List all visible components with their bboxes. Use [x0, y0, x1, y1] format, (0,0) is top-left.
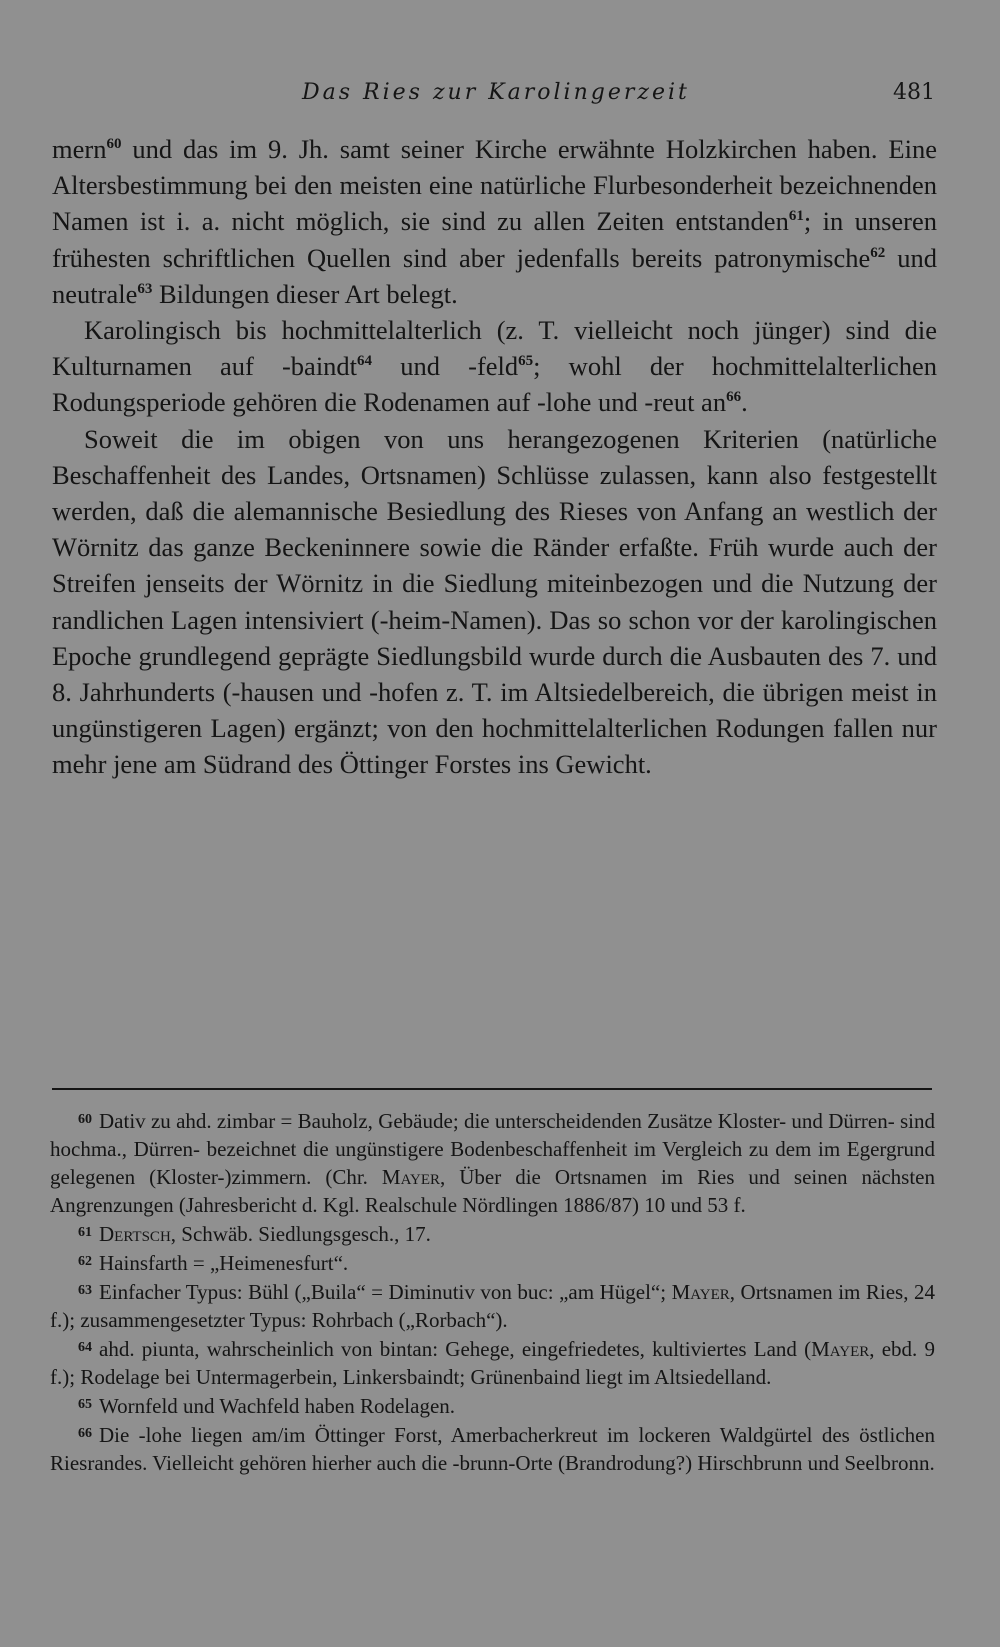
footnote-62 — [50, 1248, 935, 1277]
author-name: Mayer — [811, 1337, 870, 1361]
footnote-ref-66[interactable]: 66 — [726, 389, 742, 406]
author-name: Dertsch — [99, 1222, 171, 1246]
running-header — [50, 80, 935, 112]
footnote-ref-64[interactable]: 64 — [357, 353, 373, 370]
running-title: Das Ries zur Karolingerzeit — [302, 80, 690, 105]
footnote-ref-63[interactable]: 63 — [137, 280, 153, 297]
footnote-ref-60[interactable]: 60 — [106, 136, 122, 152]
footnote-text: Einfacher Typus: Bühl („Buila“ = Diminutiv von buc: „am Hügel“; — [99, 1280, 672, 1304]
footnote-number: 63 — [78, 1283, 92, 1298]
footnote-ref-62[interactable]: 62 — [870, 244, 886, 261]
footnote-65 — [50, 1391, 935, 1420]
footnote-text: , ebd. 9 f.); Rodelage bei Untermagerbein, Linkersbaindt; Grünenbaind liegt im Altsiedelland. — [50, 1337, 935, 1389]
author-name: Mayer — [381, 1165, 441, 1189]
paragraph: Soweit die im obigen von uns herangezogenen Kriterien (natürliche Beschaffenheit des Landes, Ortsnamen) Schlüsse zulassen, kann also festgestellt werden, daß die alemannische Besiedlung des Rieses von Anfang an westlich der Wörnitz das ganze Beckeninnere sowie die Ränder erfaßte. Früh wurde auch der Streifen jenseits der Wörnitz in die Siedlung miteinbezogen und die Nutzung der randlichen Lagen intensiviert (-heim-Namen). Das so schon vor der karolingischen Epoche grundlegend geprägte Siedlungsbild wurde durch die Ausbauten des 7. und 8. Jahrhunderts (-hausen und -hofen z. T. im Altsiedelbereich, die übrigen meist in ungünstigeren Lagen) ergänzt; von den hochmittelalterlichen Rodungen fallen nur mehr jene am Südrand des Öttinger Forstes ins Gewicht. — [52, 423, 937, 780]
page-number: 481 — [893, 80, 935, 105]
footnote-number: 66 — [78, 1426, 92, 1441]
footnote-text: Die -lohe liegen am/im Öttinger Forst, Amerbacherkreut im lockeren Waldgürtel des östlichen Riesrandes. Vielleicht gehören hierher auch die -brunn-Orte (Brandrodung?) Hirschbrunn und Seelbronn. — [50, 1423, 935, 1475]
footnote-66 — [50, 1420, 935, 1477]
footnote-number: 62 — [78, 1254, 92, 1269]
footnote-64 — [50, 1334, 935, 1391]
footnote-ref-61[interactable]: 61 — [788, 208, 804, 225]
footnote-separator — [52, 1088, 932, 1090]
text-run: . — [741, 387, 748, 418]
footnote-text: , Über die Ortsnamen im Ries und seinen nächsten Angrenzungen (Jahresbericht d. Kgl. Realschule Nördlingen 1886/87) 10 und 53 f. — [50, 1165, 935, 1217]
footnote-text: ahd. piunta, wahrscheinlich von bintan: Gehege, eingefriedetes, kultiviertes Land ( — [99, 1337, 812, 1361]
footnote-63 — [50, 1277, 935, 1334]
footnote-text: Dativ zu ahd. zimbar = Bauholz, Gebäude; die unterscheidenden Zusätze Kloster- und Dürren- sind hochma., Dürren- bezeichnet die ungünstigere Bodenbeschaffenheit im Vergleich zu dem im Egergrund gelegenen (Kloster-)zimmern. (Chr. — [50, 1109, 935, 1189]
footnote-text: Hainsfarth = „Heimenesfurt“. — [99, 1251, 349, 1275]
paragraph — [52, 131, 937, 312]
paragraph — [52, 312, 937, 421]
main-text — [52, 131, 937, 783]
text-run: Karolingisch bis hochmittelalterlich (z. T. vielleicht noch jünger) sind die Kulturnamen auf -baindt — [52, 315, 937, 382]
footnote-ref-65[interactable]: 65 — [518, 353, 534, 370]
text-run: mern — [52, 134, 107, 164]
footnote-text: , Schwäb. Siedlungsgesch., 17. — [170, 1222, 431, 1246]
footnote-number: 64 — [78, 1340, 92, 1355]
text-run: und das im 9. Jh. samt seiner Kirche erwähnte Holzkirchen haben. Eine Altersbestimmung bei den meisten eine natürliche Flurbesonderheit bezeichnenden Namen ist i. a. nicht möglich, sie sind zu allen Zeiten entstanden — [52, 134, 937, 237]
footnote-60 — [50, 1106, 935, 1219]
footnote-61 — [50, 1219, 935, 1248]
footnotes — [50, 1106, 935, 1477]
footnote-number: 61 — [78, 1225, 92, 1240]
footnote-text: , Ortsnamen im Ries, 24 f.); zusammengesetzter Typus: Rohrbach („Rorbach“). — [50, 1280, 935, 1332]
footnote-number: 65 — [78, 1397, 92, 1412]
footnote-text: Wornfeld und Wachfeld haben Rodelagen. — [99, 1394, 456, 1418]
text-run: und neutrale — [52, 242, 937, 309]
text-run: und -feld — [372, 351, 519, 382]
footnote-number: 60 — [78, 1112, 92, 1127]
text-run: ; wohl der hochmittelalterlichen Rodungsperiode gehören die Rodenamen auf -lohe und -reut an — [52, 351, 937, 418]
text-run: Bildungen dieser Art belegt. — [152, 278, 458, 309]
author-name: Mayer — [671, 1280, 730, 1304]
text-run: ; in unseren frühesten schriftlichen Quellen sind aber jedenfalls bereits patronymische — [52, 206, 937, 273]
